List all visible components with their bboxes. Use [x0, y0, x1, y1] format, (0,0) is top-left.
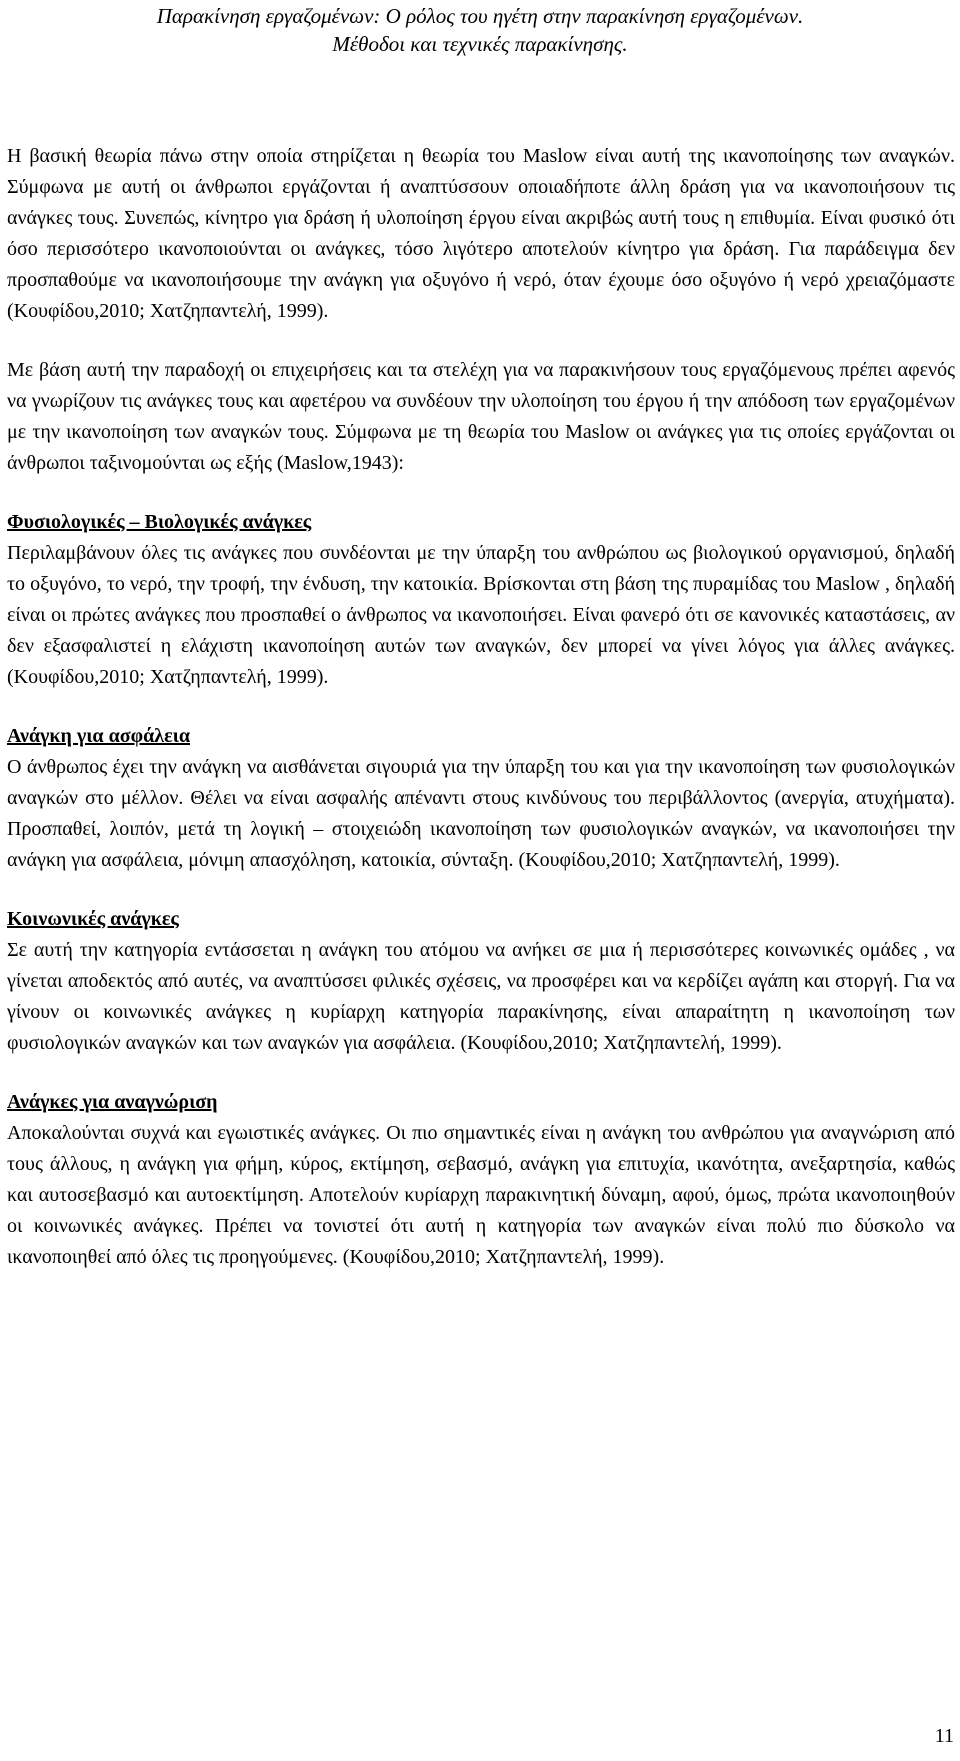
paragraph-spacer — [7, 1059, 955, 1087]
body-content — [7, 141, 955, 1273]
paragraph-spacer — [7, 479, 955, 507]
section-text-physiological: Περιλαμβάνουν όλες τις ανάγκες που συνδέονται με την ύπαρξη του ανθρώπου ως βιολογικού οργανισμού, δηλαδή το οξυγόνο, το νερό, την τροφή, την ένδυση, την κατοικία. Βρίσκονται στη βάση της πυραμίδας του Maslow , δηλαδή είναι οι πρώτες ανάγκες που προσπαθεί ο άνθρωπος να ικανοποιήσει. Είναι φανερό ότι σε κανονικές καταστάσεις, αν δεν εξασφαλιστεί η ελάχιστη ικανοποίηση αυτών των αναγκών, δεν μπορεί να γίνει λόγος για άλλες ανάγκες. (Κουφίδου,2010; Χατζηπαντελή, 1999). — [7, 542, 955, 688]
header-line-2: Μέθοδοι και τεχνικές παρακίνησης. — [332, 32, 628, 56]
section-text-safety: Ο άνθρωπος έχει την ανάγκη να αισθάνεται σιγουριά για την ύπαρξη του και για την ικανοποίηση των φυσιολογικών αναγκών στο μέλλον. Θέλει να είναι ασφαλής απέναντι στους κινδύνους του περιβάλλοντος (ανεργία, ατυχήματα). Προσπαθεί, λοιπόν, μετά τη λογική – στοιχειώδη ικανοποίηση των φυσιολογικών αναγκών, να ικανοποιήσει την ανάγκη για ασφάλεια, μόνιμη απασχόληση, κατοικία, σύνταξη. (Κουφίδου,2010; Χατζηπαντελή, 1999). — [7, 756, 955, 871]
intro-paragraph-2: Με βάση αυτή την παραδοχή οι επιχειρήσεις και τα στελέχη για να παρακινήσουν τους εργαζόμενους πρέπει αφενός να γνωρίζουν τις ανάγκες τους και αφετέρου να συνδέουν την υλοποίηση του έργου ή την απόδοση των εργαζομένων με την ικανοποίηση των αναγκών τους. Σύμφωνα με τη θεωρία του Maslow οι ανάγκες για τις οποίες εργάζονται οι άνθρωποι ταξινομούνται ως εξής (Maslow,1943): — [7, 359, 955, 474]
page-number: 11 — [934, 1725, 954, 1747]
section-heading-physiological: Φυσιολογικές – Βιολογικές ανάγκες — [7, 511, 312, 533]
paragraph-spacer — [7, 327, 955, 355]
section-text-social: Σε αυτή την κατηγορία εντάσσεται η ανάγκη του ατόμου να ανήκει σε μια ή περισσότερες κοινωνικές ομάδες , να γίνεται αποδεκτός από αυτές, να αναπτύσσει φιλικές σχέσεις, να προσφέρει και να κερδίζει αγάπη και στοργή. Για να γίνουν οι κοινωνικές ανάγκες η κυρίαρχη κατηγορία παρακίνησης, είναι απαραίτητη η ικανοποίηση των φυσιολογικών αναγκών και των αναγκών για ασφάλεια. (Κουφίδου,2010; Χατζηπαντελή, 1999). — [7, 939, 955, 1054]
section-heading-safety: Ανάγκη για ασφάλεια — [7, 725, 191, 747]
paragraph-spacer — [7, 693, 955, 721]
header-line-1: Παρακίνηση εργαζομένων: Ο ρόλος του ηγέτη στην παρακίνηση εργαζομένων. — [156, 4, 804, 28]
section-text-esteem: Αποκαλούνται συχνά και εγωιστικές ανάγκες. Οι πιο σημαντικές είναι η ανάγκη του ανθρώπου για αναγνώριση από τους άλλους, η ανάγκη για φήμη, κύρος, εκτίμηση, σεβασμό, ανάγκη για επιτυχία, ικανότητα, ανεξαρτησία, καθώς και αυτοσεβασμό και αυτοεκτίμηση. Αποτελούν κυρίαρχη παρακινητική δύναμη, αφού, όμως, πρώτα ικανοποιηθούν οι κοινωνικές ανάγκες. Πρέπει να τονιστεί ότι αυτή η κατηγορία των αναγκών είναι πολύ πιο δύσκολο να ικανοποιηθεί από όλες τις προηγούμενες. (Κουφίδου,2010; Χατζηπαντελή, 1999). — [7, 1122, 955, 1268]
running-header — [0, 2, 960, 58]
section-heading-esteem: Ανάγκες για αναγνώριση — [7, 1091, 218, 1113]
intro-paragraph-1: Η βασική θεωρία πάνω στην οποία στηρίζεται η θεωρία του Maslow είναι αυτή της ικανοποίησης των αναγκών. Σύμφωνα με αυτή οι άνθρωποι εργάζονται ή αναπτύσσουν οποιαδήποτε άλλη δράση για να ικανοποιήσουν τις ανάγκες τους. Συνεπώς, κίνητρο για δράση ή υλοποίηση έργου είναι ακριβώς αυτή τους η επιθυμία. Είναι φυσικό ότι όσο περισσότερο ικανοποιούνται οι ανάγκες, τόσο λιγότερο αποτελούν κίνητρο για δράση. Για παράδειγμα δεν προσπαθούμε να ικανοποιήσουμε την ανάγκη για οξυγόνο ή νερό, όταν έχουμε όσο οξυγόνο ή νερό χρειαζόμαστε (Κουφίδου,2010; Χατζηπαντελή, 1999). — [7, 145, 955, 322]
section-heading-social: Κοινωνικές ανάγκες — [7, 908, 179, 930]
paragraph-spacer — [7, 876, 955, 904]
